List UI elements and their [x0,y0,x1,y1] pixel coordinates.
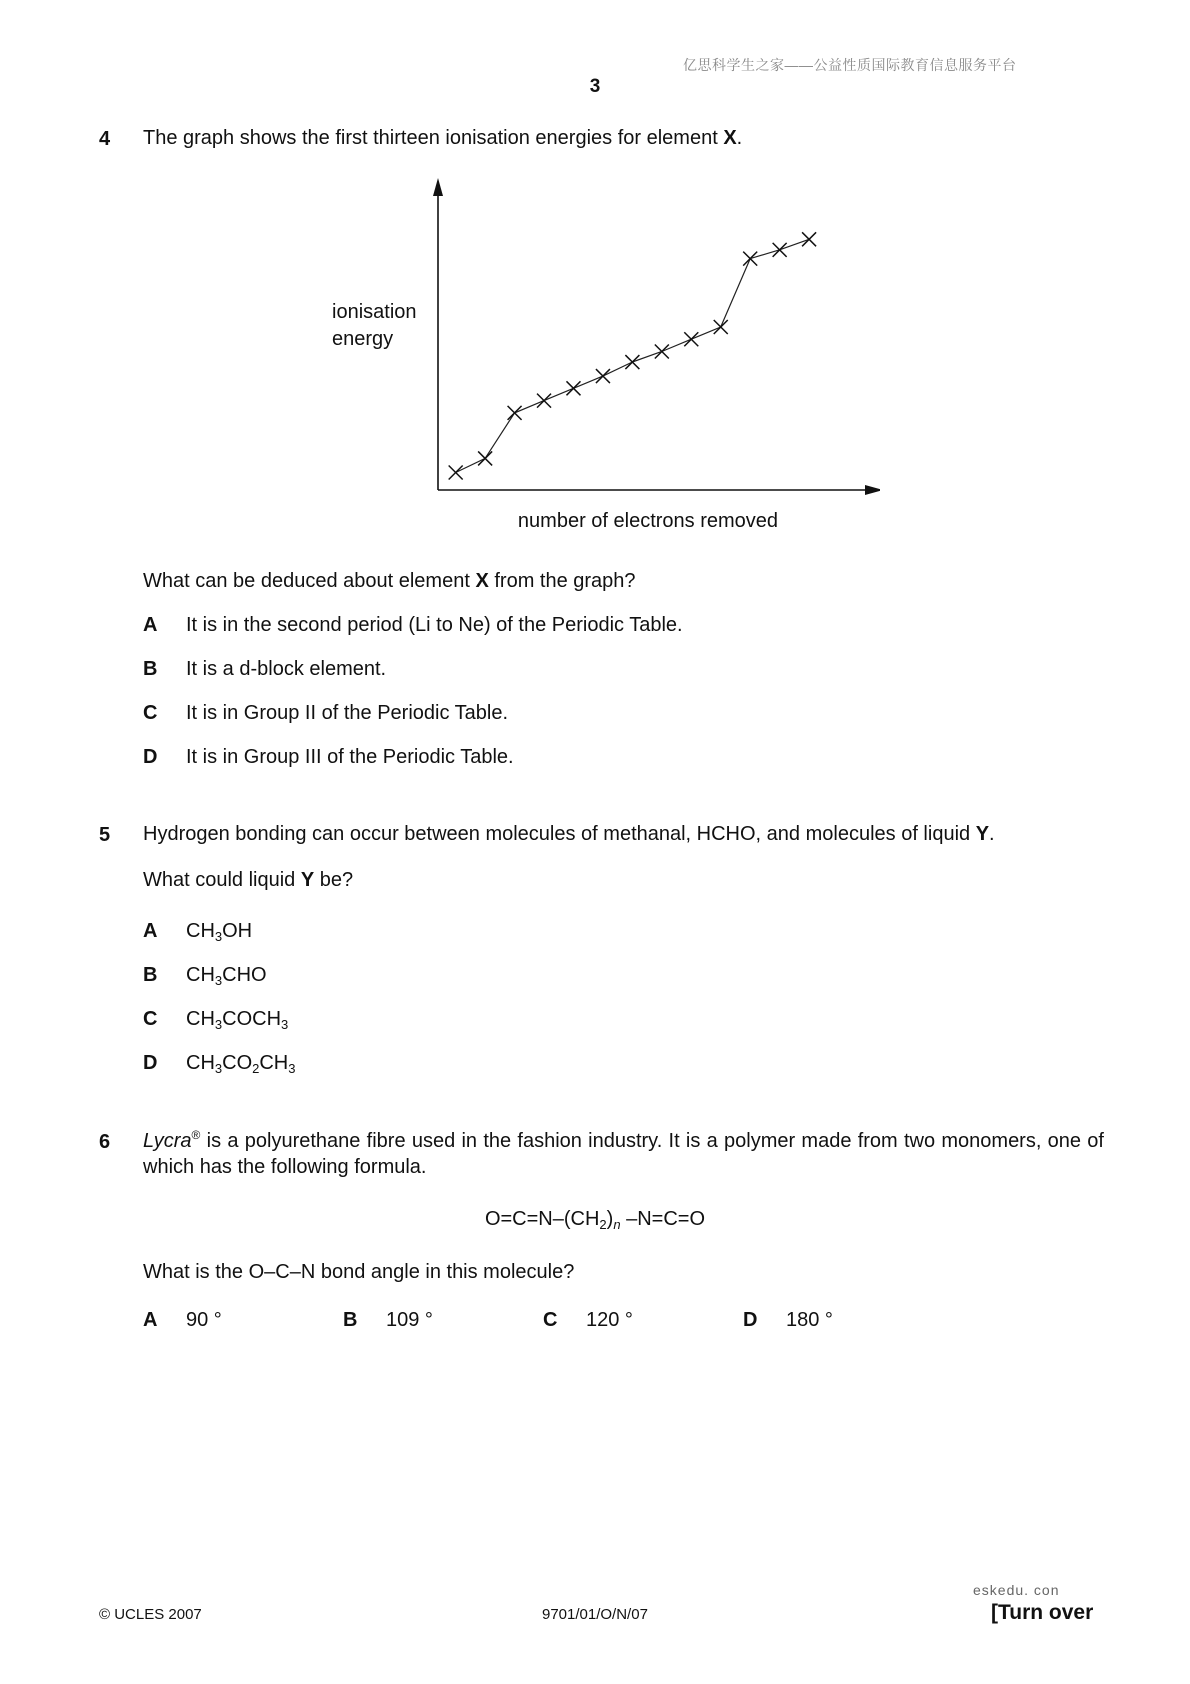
prompt-text: What can be deduced about element [143,570,476,592]
x-axis-arrowhead [865,485,880,495]
monomer-formula: $O=C=N-(CH_2)_n$ –N=C=O [484,1208,706,1232]
watermark-text: 亿思科学生之家——公益性质国际教育信息服务平台 [683,57,1017,73]
option-formula-a[interactable]: $CH_3OH$ [186,920,253,944]
question-prompt: What is the O–C–N bond angle in this molecule? [143,1261,575,1283]
option-letter-c[interactable]: C [143,1008,158,1030]
stem-bold: Y [975,823,990,845]
option-text-b[interactable]: It is a d-block element. [186,658,387,680]
site-watermark: eskedu. con [973,1582,1060,1598]
stem-suffix: . [989,823,995,845]
data-point-9 [684,332,698,346]
option-letter-c[interactable]: C [143,702,158,724]
prompt-bold: Y [300,869,315,891]
option-text-c[interactable]: It is in Group II of the Periodic Table. [186,702,509,724]
option-formula-b[interactable]: $CH_3CHO$ [186,964,267,988]
y-axis-label-line-2: energy [332,328,394,350]
data-point-6 [596,369,610,383]
prompt-suffix: from the graph? [488,570,636,592]
data-point-11 [743,252,757,266]
option-text-d[interactable]: It is in Group III of the Periodic Table. [186,746,514,768]
page-number: 3 [589,76,601,97]
option-formula-c[interactable]: $CH_3COCH_3$ [186,1008,289,1032]
stem-text: Hydrogen bonding can occur between molecules of methanal, HCHO, and molecules of liquid [143,823,976,845]
data-point-7 [625,355,639,369]
option-letter-a[interactable]: A [143,920,158,942]
option-letter-b[interactable]: B [143,658,158,680]
data-point-3 [508,406,522,420]
y-axis-arrowhead [433,178,443,196]
option-letter-d[interactable]: D [143,1052,158,1074]
option-formula-d[interactable]: $CH_3CO_2CH_3$ [186,1052,296,1076]
prompt-bold: X [475,570,489,592]
option-letter-a[interactable]: A [143,614,158,636]
registered-mark: ® [191,1128,201,1142]
prompt-text: What could liquid [143,869,301,891]
stem-suffix: . [736,127,743,149]
option-letter-b[interactable]: B [343,1309,358,1331]
ionisation-energy-chart [320,170,880,540]
option-letter-a[interactable]: A [143,1309,158,1331]
stem-text: is a polyurethane fibre used in the fashion industry. It is a polymer made from two monomers, one of which has the following formula. [143,1130,1104,1178]
paper-code: 9701/01/O/N/07 [542,1606,648,1623]
question-number: 4 [99,128,111,150]
data-point-12 [773,243,787,257]
option-letter-b[interactable]: B [143,964,158,986]
question-number: 5 [99,824,111,846]
option-text-a[interactable]: 90 ° [186,1309,222,1331]
data-point-2 [478,451,492,465]
data-point-8 [655,345,669,359]
option-text-a[interactable]: It is in the second period (Li to Ne) of the Periodic Table. [186,614,683,636]
stem-text: The graph shows the first thirteen ionisation energies for element [143,127,724,149]
series-line [456,239,809,472]
option-letter-d[interactable]: D [743,1309,758,1331]
option-letter-c[interactable]: C [543,1309,558,1331]
data-point-4 [537,394,551,408]
option-text-b[interactable]: 109 ° [386,1309,433,1331]
question-prompt [143,867,353,893]
prompt-suffix: be? [314,869,354,891]
question-stem [143,1128,1104,1180]
data-point-1 [449,465,463,479]
question-stem [143,125,742,151]
question-stem [143,821,995,847]
data-point-5 [566,381,580,395]
data-markers [449,232,816,479]
y-axis-label-line-1: ionisation [332,301,417,323]
copyright-text: © UCLES 2007 [99,1606,202,1623]
question-prompt [143,568,636,594]
question-number: 6 [99,1131,111,1153]
option-letter-d[interactable]: D [143,746,158,768]
stem-bold: X [723,127,737,149]
data-point-10 [714,320,728,334]
option-text-c[interactable]: 120 ° [586,1309,633,1331]
product-name: Lycra [143,1130,192,1152]
x-axis-label: number of electrons removed [517,510,779,532]
option-text-d[interactable]: 180 ° [786,1309,833,1331]
data-point-13 [802,232,816,246]
turn-over-label: [Turn over [991,1601,1094,1624]
